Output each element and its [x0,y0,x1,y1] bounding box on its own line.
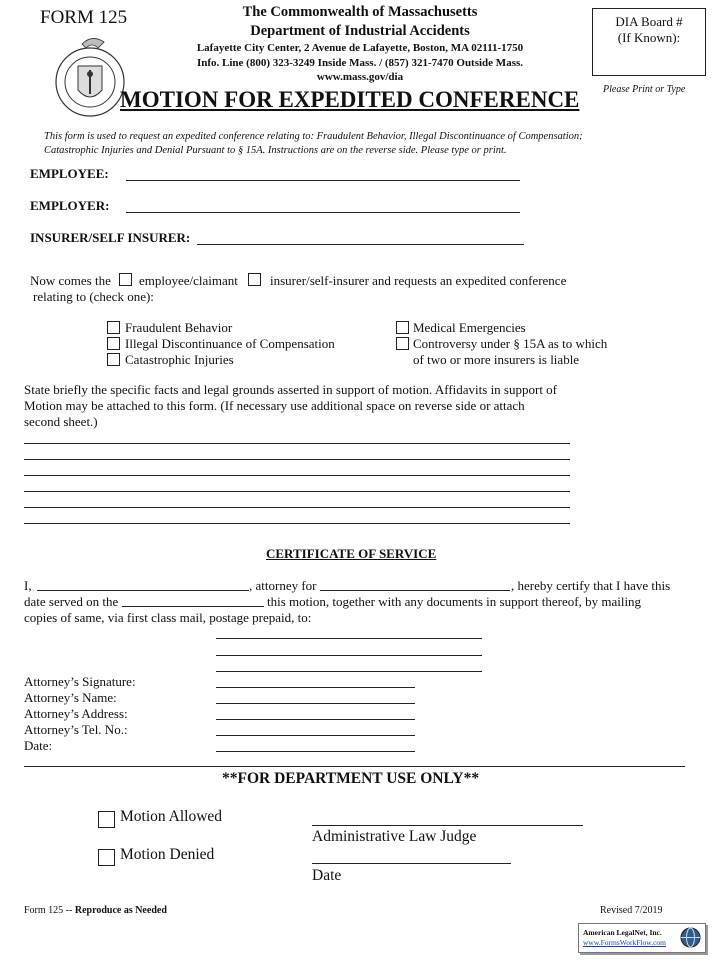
certificate-heading: CERTIFICATE OF SERVICE [266,546,437,561]
insurer-label: INSURER/SELF INSURER: [30,230,191,245]
cert-line-3: copies of same, via first class mail, postage prepaid, to: [24,610,312,625]
statement-line-field[interactable] [24,459,570,460]
attorney-signature-field[interactable] [216,687,415,688]
board-number-label: DIA Board # [615,14,683,29]
header-address: Lafayette City Center, 2 Avenue de Lafayette, Boston, MA 02111-1750 [196,42,524,54]
header-phone: Info. Line (800) 323-3249 Inside Mass. / (857) 321-7470 Outside Mass. [196,57,524,69]
motion-denied-checkbox[interactable] [98,849,115,866]
motion-denied-label: Motion Denied [120,846,215,863]
attorney-name-label: Attorney’s Name: [24,690,117,705]
statement-line-field[interactable] [24,491,570,492]
footer-form-number: Form 125 -- [24,905,75,916]
employee-claimant-checkbox[interactable] [119,273,132,286]
attorney-signature-label: Attorney’s Signature: [24,674,136,689]
employer-field[interactable] [126,212,520,213]
judge-signature-line[interactable] [312,825,583,826]
footer-form [24,905,167,916]
header-commonwealth: The Commonwealth of Massachusetts [242,4,478,20]
motion-allowed-checkbox[interactable] [98,811,115,828]
insurer-checkbox[interactable] [248,273,261,286]
intro-line-2: Catastrophic Injuries and Denial Pursuant to § 15A. Instructions are on the reverse side. Please type or print. [44,145,507,156]
form-number: FORM 125 [40,7,128,28]
header-website: www.mass.gov/dia [316,71,404,83]
controversy-15a-label-cont: of two or more insurers is liable [413,352,580,367]
publisher-badge[interactable] [578,923,706,953]
intro-line-1: This form is used to request an expedited conference relating to: Fraudulent Behavior, Illegal Discontinuance of Compensation; [44,131,583,142]
controversy-15a-label: Controversy under § 15A as to which [413,336,608,351]
page-title: MOTION FOR EXPEDITED CONFERENCE [120,87,580,112]
cert-i: I, [24,578,32,593]
publisher-name: American LegalNet, Inc. [583,928,662,937]
attorney-address-label: Attorney’s Address: [24,706,128,721]
employee-field[interactable] [126,180,520,181]
attorney-tel-field[interactable] [216,735,415,736]
statement-line-field[interactable] [24,475,570,476]
catastrophic-injuries-checkbox[interactable] [107,353,120,366]
statement-line-field[interactable] [24,507,570,508]
footer-revised: Revised 7/2019 [600,905,663,916]
section-divider [24,766,685,767]
department-date-label: Date [312,867,342,884]
judge-label: Administrative Law Judge [312,828,477,845]
catastrophic-injuries-label: Catastrophic Injuries [125,352,234,367]
publisher-website[interactable]: www.FormsWorkFlow.com [583,938,667,947]
insurer-field[interactable] [197,244,524,245]
illegal-discontinuance-label: Illegal Discontinuance of Compensation [125,336,335,351]
illegal-discontinuance-checkbox[interactable] [107,337,120,350]
attorney-tel-label: Attorney’s Tel. No.: [24,722,128,737]
fraudulent-behavior-label: Fraudulent Behavior [125,320,233,335]
cert-this-motion: this motion, together with any documents in support thereof, by mailing [267,594,642,609]
medical-emergencies-checkbox[interactable] [396,321,409,334]
medical-emergencies-label: Medical Emergencies [413,320,526,335]
recipient-line[interactable] [216,655,482,656]
employee-claimant-label: employee/claimant [139,273,238,288]
motion-allowed-label: Motion Allowed [120,808,223,825]
massachusetts-seal-icon [52,32,128,122]
employee-label: EMPLOYEE: [30,166,109,181]
header-department: Department of Industrial Accidents [250,23,470,39]
department-date-line[interactable] [312,863,511,864]
board-number-sublabel: (If Known): [617,30,681,45]
employer-label: EMPLOYER: [30,198,110,213]
date-field[interactable] [216,751,415,752]
recipient-line[interactable] [216,638,482,639]
cert-attorney-for: , attorney for [249,578,317,593]
client-blank[interactable] [320,590,510,591]
print-note: Please Print or Type [603,84,686,95]
attorney-name-field[interactable] [216,703,415,704]
service-date-blank[interactable] [122,606,264,607]
statement-line-2: Motion may be attached to this form. (If necessary use additional space on reverse side or attach [24,398,525,413]
controversy-15a-checkbox[interactable] [396,337,409,350]
cert-hereby: , hereby certify that I have this [511,578,671,593]
statement-line-3: second sheet.) [24,414,98,429]
statement-line-field[interactable] [24,523,570,524]
now-comes-line-2: relating to (check one): [33,289,154,304]
statement-line-1: State briefly the specific facts and legal grounds asserted in support of motion. Affidavits in support of [24,382,558,397]
footer-reproduce: Reproduce as Needed [74,905,167,916]
date-label: Date: [24,738,53,753]
fraudulent-behavior-checkbox[interactable] [107,321,120,334]
now-comes-prefix: Now comes the [30,273,111,288]
recipient-line[interactable] [216,671,482,672]
insurer-option-label: insurer/self-insurer and requests an expedited conference [270,273,567,288]
attorney-name-blank[interactable] [37,590,249,591]
attorney-address-field[interactable] [216,719,415,720]
globe-icon [680,927,701,948]
board-number-box[interactable] [592,8,706,76]
statement-line-field[interactable] [24,443,570,444]
department-heading: **FOR DEPARTMENT USE ONLY** [222,770,480,787]
cert-date-served: date served on the [24,594,119,609]
